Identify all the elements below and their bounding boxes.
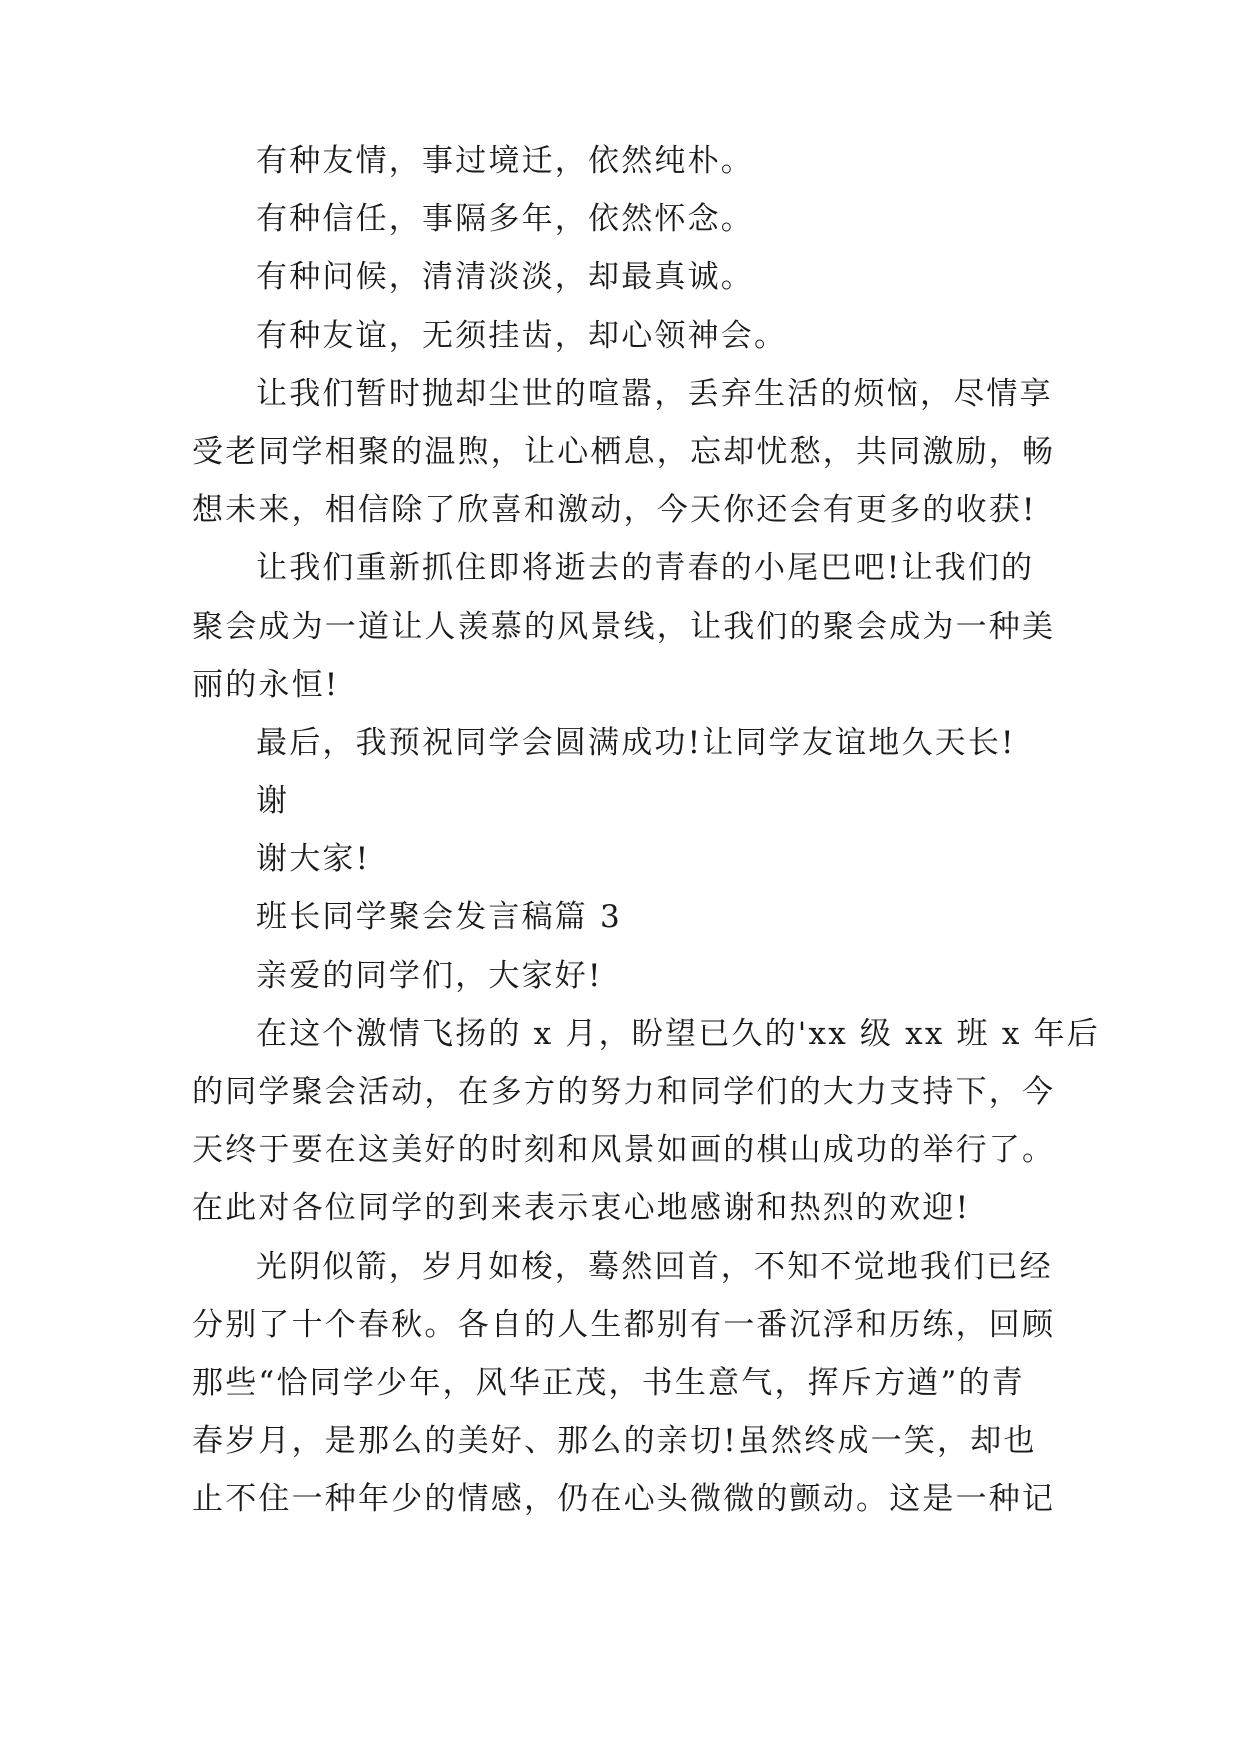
text-line: 丽的永恒! — [192, 666, 340, 703]
text-line: 春岁月，是那么的美好、那么的亲切!虽然终成一笑，却也 — [192, 1423, 1037, 1460]
text-line: 最后，我预祝同学会圆满成功!让同学友谊地久天长! — [256, 724, 1016, 761]
text-line: 有种友情，事过境迁，依然纯朴。 — [256, 143, 754, 179]
text-line: 谢 — [256, 783, 290, 820]
text-line: 止不住一种年少的情感，仍在心头微微的颤动。这是一种记 — [192, 1481, 1056, 1518]
document-body — [192, 132, 1100, 1529]
text-line: 的同学聚会活动，在多方的努力和同学们的大力支持下，今 — [192, 1074, 1056, 1110]
text-line: 想未来，相信除了欣喜和激动，今天你还会有更多的收获! — [192, 492, 1037, 529]
text-line: 有种信任，事隔多年，依然怀念。 — [256, 201, 754, 238]
text-line: 让我们重新抓住即将逝去的青春的小尾巴吧!让我们的 — [256, 550, 1035, 587]
text-line: 谢大家! — [256, 841, 371, 878]
text-line: 那些“恰同学少年，风华正茂，书生意气，挥斥方遒”的青 — [192, 1364, 1025, 1401]
text-line: 分别了十个春秋。各自的人生都别有一番沉浮和历练，回顾 — [192, 1306, 1056, 1343]
text-line: 在此对各位同学的到来表示衷心地感谢和热烈的欢迎! — [192, 1190, 971, 1227]
text-line: 天终于要在这美好的时刻和风景如画的棋山成功的举行了。 — [192, 1132, 1056, 1169]
section-heading: 班长同学聚会发言稿篇 3 — [256, 899, 622, 936]
text-line: 光阴似箭，岁月如梭，蓦然回首，不知不觉地我们已经 — [256, 1248, 1053, 1285]
text-line: 有种友谊，无须挂齿，却心领神会。 — [256, 317, 788, 354]
text-line: 有种问候，清清淡淡，却最真诚。 — [256, 259, 754, 296]
text-line: 聚会成为一道让人羡慕的风景线，让我们的聚会成为一种美 — [192, 608, 1056, 645]
text-line: 受老同学相聚的温煦，让心栖息，忘却忧愁，共同激励，畅 — [192, 433, 1056, 470]
text-line: 亲爱的同学们，大家好! — [256, 957, 603, 994]
text-line: 在这个激情飞扬的 x 月，盼望已久的'xx 级 xx 班 x 年后 — [256, 1015, 1100, 1052]
text-line: 让我们暂时抛却尘世的喧嚣，丢弃生活的烦恼，尽情享 — [256, 375, 1053, 412]
